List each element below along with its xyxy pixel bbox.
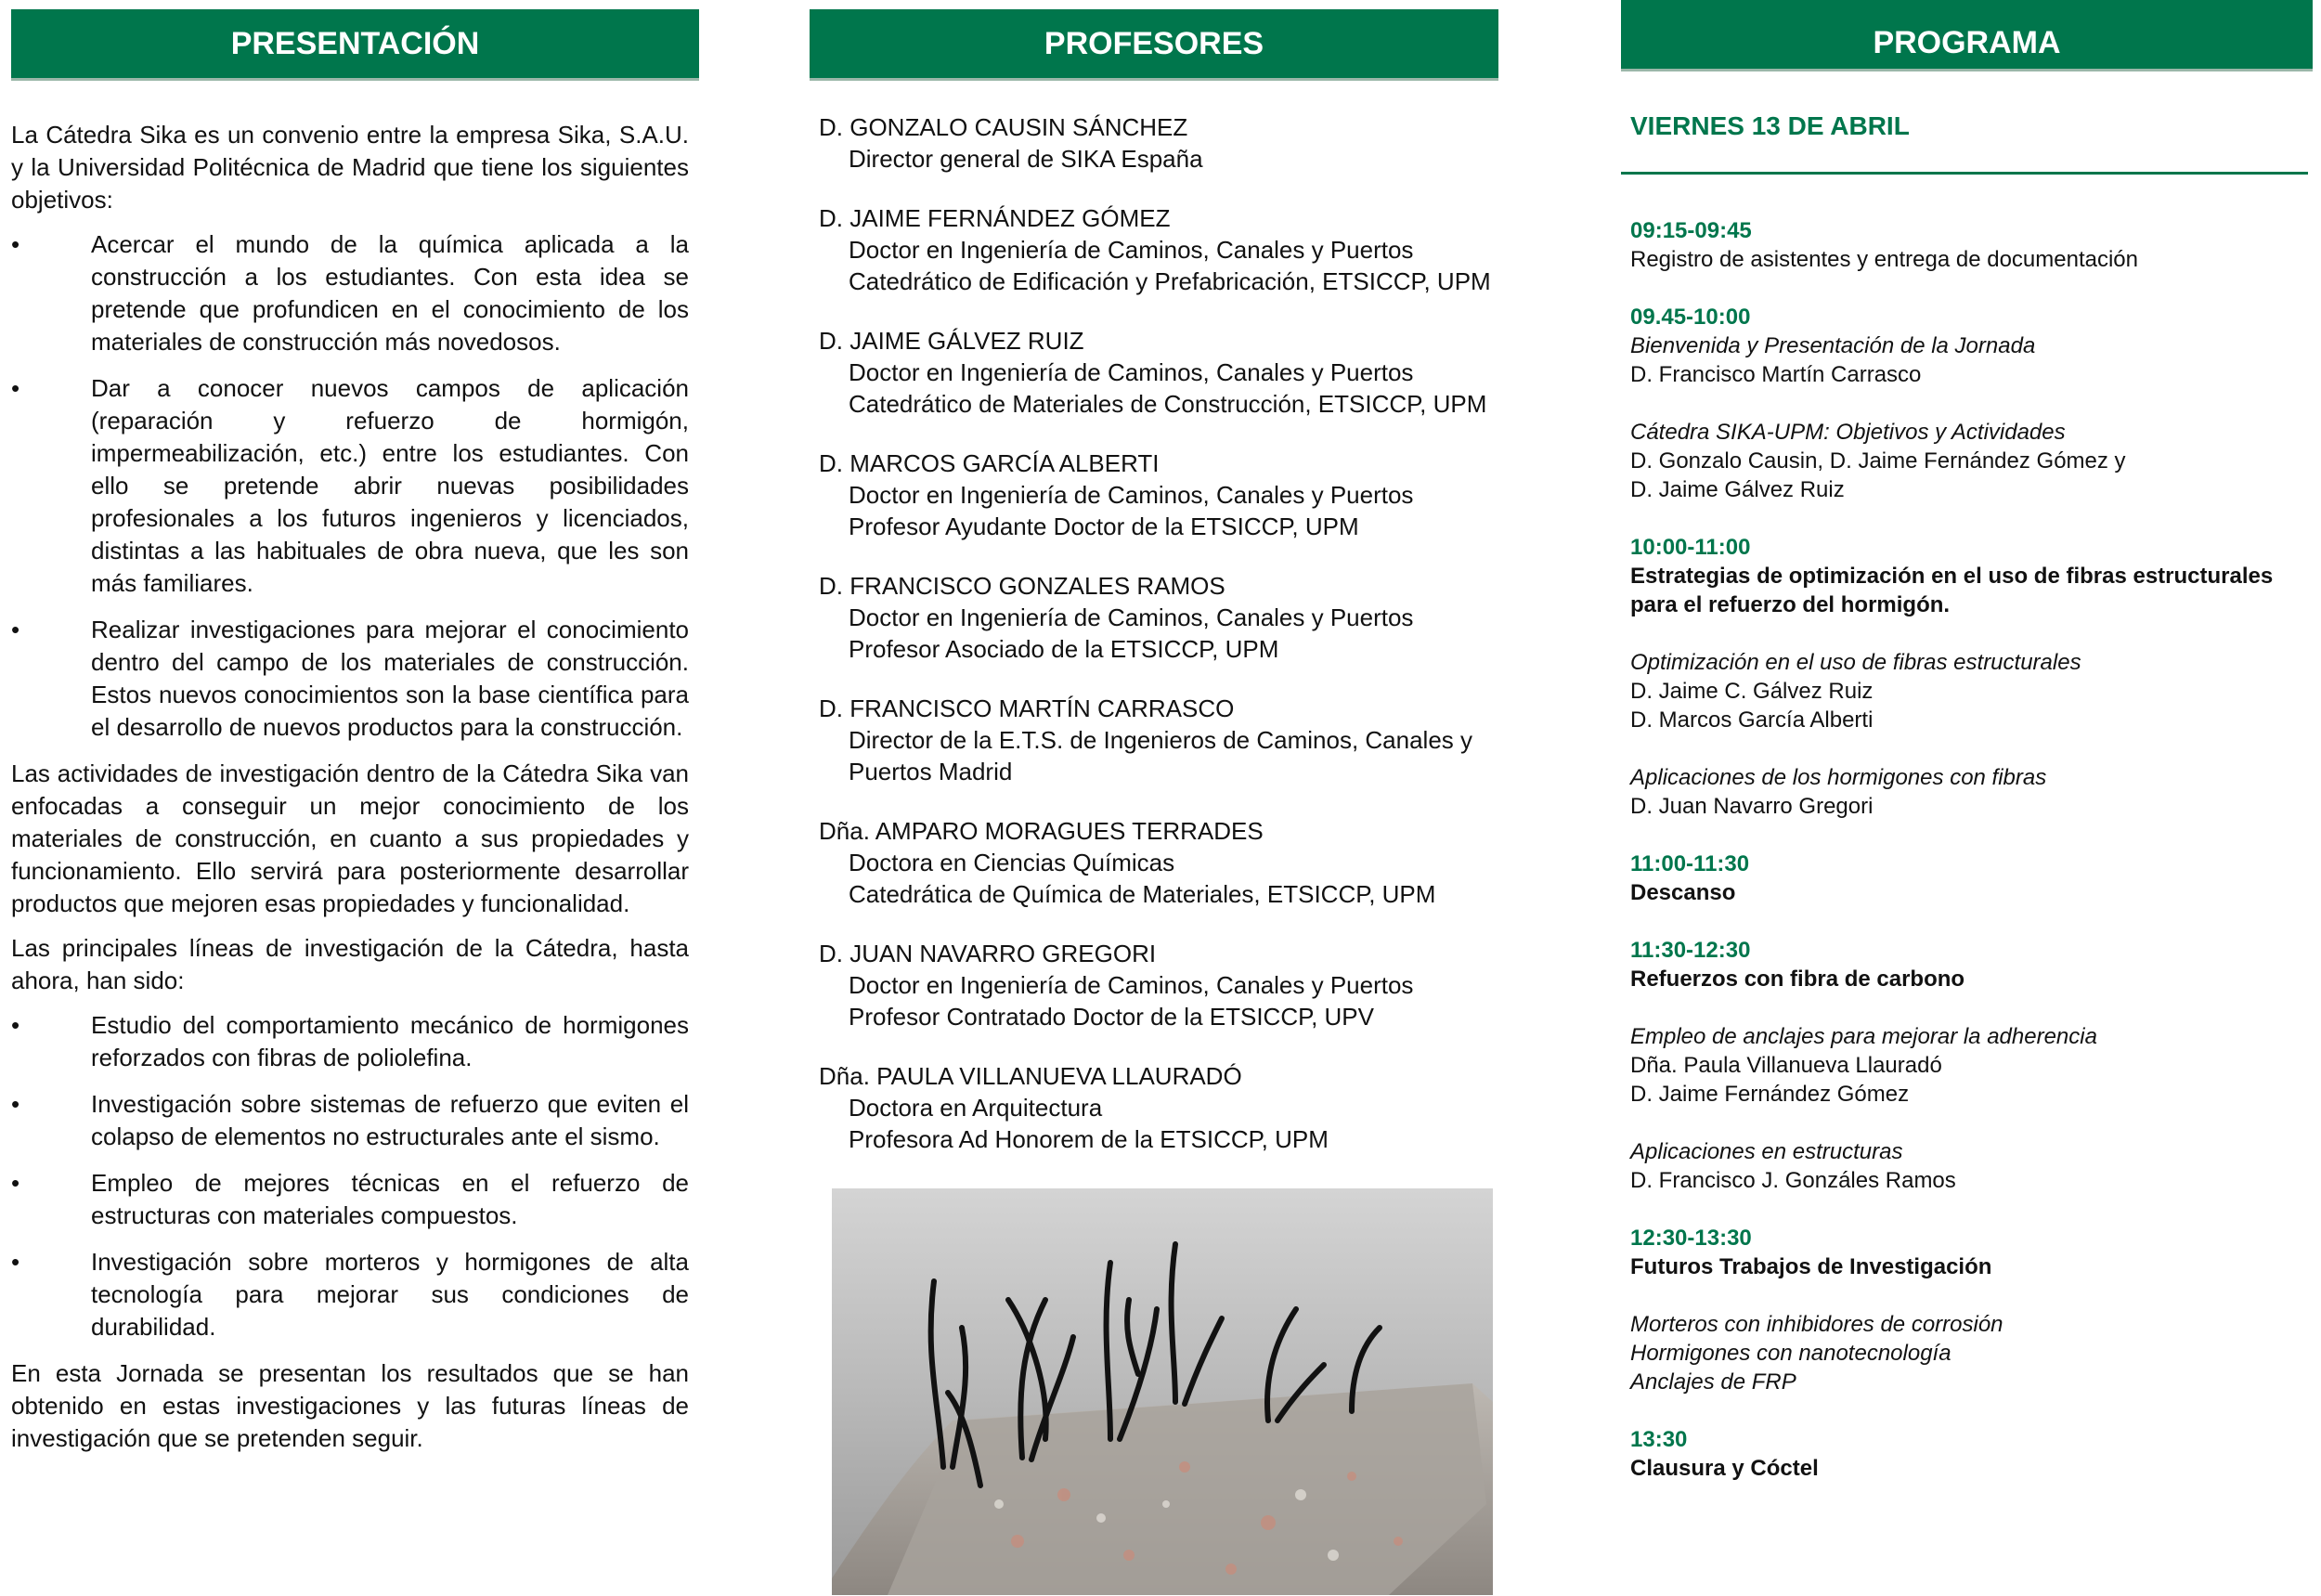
block-spacer — [1630, 389, 2308, 418]
lineas-intro-paragraph: Las principales líneas de investigación de la Cátedra, hasta ahora, han sido: — [11, 934, 689, 994]
programa-body — [1630, 111, 2308, 1483]
bullet-icon: • — [11, 374, 20, 402]
profesor-entry — [819, 693, 1497, 787]
programa-block — [1630, 533, 2308, 619]
block-spacer — [1630, 1396, 2308, 1425]
programa-block — [1630, 1224, 2308, 1281]
linea-item-text: Investigación sobre sistemas de refuerzo que eviten el colapso de elementos no estructurales ante el sismo. — [91, 1090, 689, 1150]
actividades-paragraph: Las actividades de investigación dentro de la Cátedra Sika van enfocadas a conseguir un mejor conocimiento de los materiales de construcción, en cuanto a sus propiedades y funcionamiento. Ello servirá para posteriormente desarrollar productos que mejoren esas propiedades y funcionalidad. — [11, 759, 689, 917]
programa-talk-title: Aplicaciones de los hormigones con fibras — [1630, 765, 2047, 790]
profesor-detail: Profesor Asociado de la ETSICCP, UPM — [849, 635, 1279, 663]
bullet-icon: • — [11, 230, 20, 258]
fiber-concrete-photo — [832, 1188, 1493, 1595]
programa-speaker: Dña. Paula Villanueva Llauradó — [1630, 1053, 1942, 1078]
bullet-icon: • — [11, 1169, 20, 1197]
presentacion-body — [11, 119, 689, 1467]
programa-block — [1630, 1137, 2308, 1195]
objetivos-list — [11, 228, 689, 744]
profesor-entry — [819, 938, 1497, 1032]
linea-item — [11, 1009, 689, 1074]
profesor-entry — [819, 815, 1497, 910]
profesor-name: Dña. AMPARO MORAGUES TERRADES — [819, 817, 1264, 845]
bullet-icon: • — [11, 1090, 20, 1118]
programa-block — [1630, 1425, 2308, 1483]
lineas-list — [11, 1009, 689, 1343]
programa-speaker: D. Francisco J. Gonzáles Ramos — [1630, 1168, 1956, 1193]
programa-talk-title: Aplicaciones en estructuras — [1630, 1139, 1903, 1164]
presentacion-column — [11, 0, 699, 1452]
profesor-name: D. JUAN NAVARRO GREGORI — [819, 940, 1157, 967]
objetivo-item — [11, 228, 689, 358]
block-spacer — [1630, 1109, 2308, 1137]
programa-block — [1630, 850, 2308, 907]
programa-time: 13:30 — [1630, 1427, 1688, 1452]
objetivo-item-text: Acercar el mundo de la química aplicada a la construcción a los estudiantes. Con esta idea se pretende que profundicen en el conocimiento de los materiales de construcción más novedosos. — [91, 230, 689, 356]
programa-block — [1630, 648, 2308, 734]
profesor-entry — [819, 111, 1497, 175]
linea-item-text: Investigación sobre morteros y hormigones de alta tecnología para mejorar sus condiciones de durabilidad. — [91, 1248, 689, 1341]
programa-session-title: Estrategias de optimización en el uso de fibras estructurales para el refuerzo del hormigón. — [1630, 564, 2274, 617]
linea-item — [11, 1246, 689, 1343]
programa-session-title: Descanso — [1630, 880, 1736, 905]
programa-speaker: Registro de asistentes y entrega de documentación — [1630, 247, 2138, 272]
programa-session-title: Futuros Trabajos de Investigación — [1630, 1254, 1992, 1279]
profesor-name: D. JAIME FERNÁNDEZ GÓMEZ — [819, 204, 1171, 232]
profesor-detail: Doctor en Ingeniería de Caminos, Canales y Puertos — [849, 603, 1414, 631]
profesores-list — [819, 111, 1497, 1183]
profesores-header: PROFESORES — [810, 9, 1498, 78]
programa-block — [1630, 303, 2308, 389]
profesor-detail: Doctor en Ingeniería de Caminos, Canales y Puertos — [849, 481, 1414, 509]
profesor-detail: Doctor en Ingeniería de Caminos, Canales y Puertos — [849, 236, 1414, 264]
bullet-icon: • — [11, 616, 20, 643]
programa-time: 09:15-09:45 — [1630, 218, 1752, 243]
concrete-sample-image — [832, 1188, 1493, 1595]
profesor-name: D. FRANCISCO GONZALES RAMOS — [819, 572, 1225, 600]
linea-item — [11, 1088, 689, 1153]
programa-talk-title: Morteros con inhibidores de corrosión — [1630, 1312, 2003, 1337]
profesor-detail: Doctor en Ingeniería de Caminos, Canales y Puertos — [849, 971, 1414, 999]
profesor-detail: Director de la E.T.S. de Ingenieros de Caminos, Canales y — [849, 726, 1473, 754]
profesor-entry — [819, 570, 1497, 665]
profesor-entry — [819, 202, 1497, 297]
block-spacer — [1630, 1195, 2308, 1224]
profesor-detail: Catedrático de Materiales de Construcción, ETSICCP, UPM — [849, 390, 1487, 418]
programa-header: PROGRAMA — [1621, 0, 2313, 69]
programa-block — [1630, 418, 2308, 504]
profesor-name: D. JAIME GÁLVEZ RUIZ — [819, 327, 1084, 355]
programa-speaker: D. Juan Navarro Gregori — [1630, 794, 1874, 819]
profesor-detail: Doctora en Ciencias Químicas — [849, 849, 1175, 876]
programa-time: 12:30-13:30 — [1630, 1226, 1752, 1251]
intro-paragraph: La Cátedra Sika es un convenio entre la empresa Sika, S.A.U. y la Universidad Politécnica de Madrid que tiene los siguientes objetivos: — [11, 121, 689, 214]
programa-session-title: Clausura y Cóctel — [1630, 1456, 1819, 1481]
programa-time: 10:00-11:00 — [1630, 535, 1751, 560]
programa-talk-title: Bienvenida y Presentación de la Jornada — [1630, 333, 2036, 358]
profesor-detail: Catedrática de Química de Materiales, ETSICCP, UPM — [849, 880, 1436, 908]
objetivo-item — [11, 372, 689, 600]
profesor-name: D. GONZALO CAUSIN SÁNCHEZ — [819, 113, 1188, 141]
profesor-detail: Profesora Ad Honorem de la ETSICCP, UPM — [849, 1125, 1329, 1153]
programa-speaker: D. Jaime C. Gálvez Ruiz — [1630, 679, 1874, 704]
profesor-detail: Puertos Madrid — [849, 758, 1013, 785]
profesor-entry — [819, 1060, 1497, 1155]
block-spacer — [1630, 821, 2308, 850]
programa-day: VIERNES 13 DE ABRIL — [1630, 111, 1910, 140]
linea-item — [11, 1167, 689, 1232]
programa-talk-title: Cátedra SIKA-UPM: Objetivos y Actividades — [1630, 420, 2066, 445]
linea-item-text: Estudio del comportamiento mecánico de hormigones reforzados con fibras de poliolefina. — [91, 1011, 689, 1071]
programa-speaker: D. Francisco Martín Carrasco — [1630, 362, 1922, 387]
profesor-name: D. FRANCISCO MARTÍN CARRASCO — [819, 694, 1235, 722]
block-spacer — [1630, 993, 2308, 1022]
block-spacer — [1630, 1281, 2308, 1310]
profesor-name: Dña. PAULA VILLANUEVA LLAURADÓ — [819, 1062, 1242, 1090]
block-spacer — [1630, 274, 2308, 303]
programa-session-title: Refuerzos con fibra de carbono — [1630, 967, 1965, 992]
objetivo-item-text: Dar a conocer nuevos campos de aplicación (reparación y refuerzo de hormigón, impermeabilización, etc.) entre los estudiantes. Con ello se pretende abrir nuevas posibilidades profesionales a los futuros ingenieros y licenciados, distintas a las habituales de obra nueva, que les son más familiares. — [91, 374, 689, 597]
block-spacer — [1630, 504, 2308, 533]
profesor-name: D. MARCOS GARCÍA ALBERTI — [819, 449, 1160, 477]
programa-speaker: D. Gonzalo Causin, D. Jaime Fernández Gómez y — [1630, 448, 2126, 474]
programa-block — [1630, 1022, 2308, 1109]
day-divider — [1621, 172, 2308, 175]
bullet-icon: • — [11, 1011, 20, 1039]
presentacion-header: PRESENTACIÓN — [11, 9, 699, 78]
programa-talk-title: Optimización en el uso de fibras estructurales — [1630, 650, 2081, 675]
programa-speaker: D. Marcos García Alberti — [1630, 707, 1874, 733]
profesor-detail: Profesor Contratado Doctor de la ETSICCP, UPV — [849, 1003, 1374, 1031]
block-spacer — [1630, 907, 2308, 936]
block-spacer — [1630, 619, 2308, 648]
programa-speaker: D. Jaime Gálvez Ruiz — [1630, 477, 1845, 502]
programa-block — [1630, 1310, 2308, 1396]
programa-speaker: D. Jaime Fernández Gómez — [1630, 1082, 1910, 1107]
programa-block — [1630, 936, 2308, 993]
programa-talk-title: Anclajes de FRP — [1630, 1369, 1796, 1395]
objetivo-item-text: Realizar investigaciones para mejorar el conocimiento dentro del campo de los materiales de construcción. Estos nuevos conocimientos son la base científica para el desarrollo de nuevos productos para la construcción. — [91, 616, 689, 741]
cierre-paragraph: En esta Jornada se presentan los resultados que se han obtenido en estas investigaciones y las futuras líneas de investigación que se pretenden seguir. — [11, 1359, 689, 1452]
linea-item-text: Empleo de mejores técnicas en el refuerzo de estructuras con materiales compuestos. — [91, 1169, 689, 1229]
profesor-detail: Director general de SIKA España — [849, 145, 1203, 173]
programa-talk-title: Empleo de anclajes para mejorar la adherencia — [1630, 1024, 2097, 1049]
profesor-detail: Profesor Ayudante Doctor de la ETSICCP, UPM — [849, 513, 1359, 540]
programa-block — [1630, 763, 2308, 821]
profesor-detail: Doctora en Arquitectura — [849, 1094, 1103, 1122]
profesores-column — [810, 0, 1498, 1153]
programa-column — [1621, 0, 2313, 1481]
profesor-entry — [819, 325, 1497, 420]
bullet-icon: • — [11, 1248, 20, 1276]
programa-block — [1630, 216, 2308, 274]
profesor-detail: Doctor en Ingeniería de Caminos, Canales y Puertos — [849, 358, 1414, 386]
profesor-entry — [819, 448, 1497, 542]
programa-time: 11:00-11:30 — [1630, 851, 1750, 876]
block-spacer — [1630, 734, 2308, 763]
profesor-detail: Catedrático de Edificación y Prefabricación, ETSICCP, UPM — [849, 267, 1491, 295]
programa-talk-title: Hormigones con nanotecnología — [1630, 1341, 1951, 1366]
programa-time: 11:30-12:30 — [1630, 938, 1751, 963]
programa-schedule — [1630, 216, 2308, 1483]
programa-time: 09.45-10:00 — [1630, 305, 1751, 330]
objetivo-item — [11, 614, 689, 744]
